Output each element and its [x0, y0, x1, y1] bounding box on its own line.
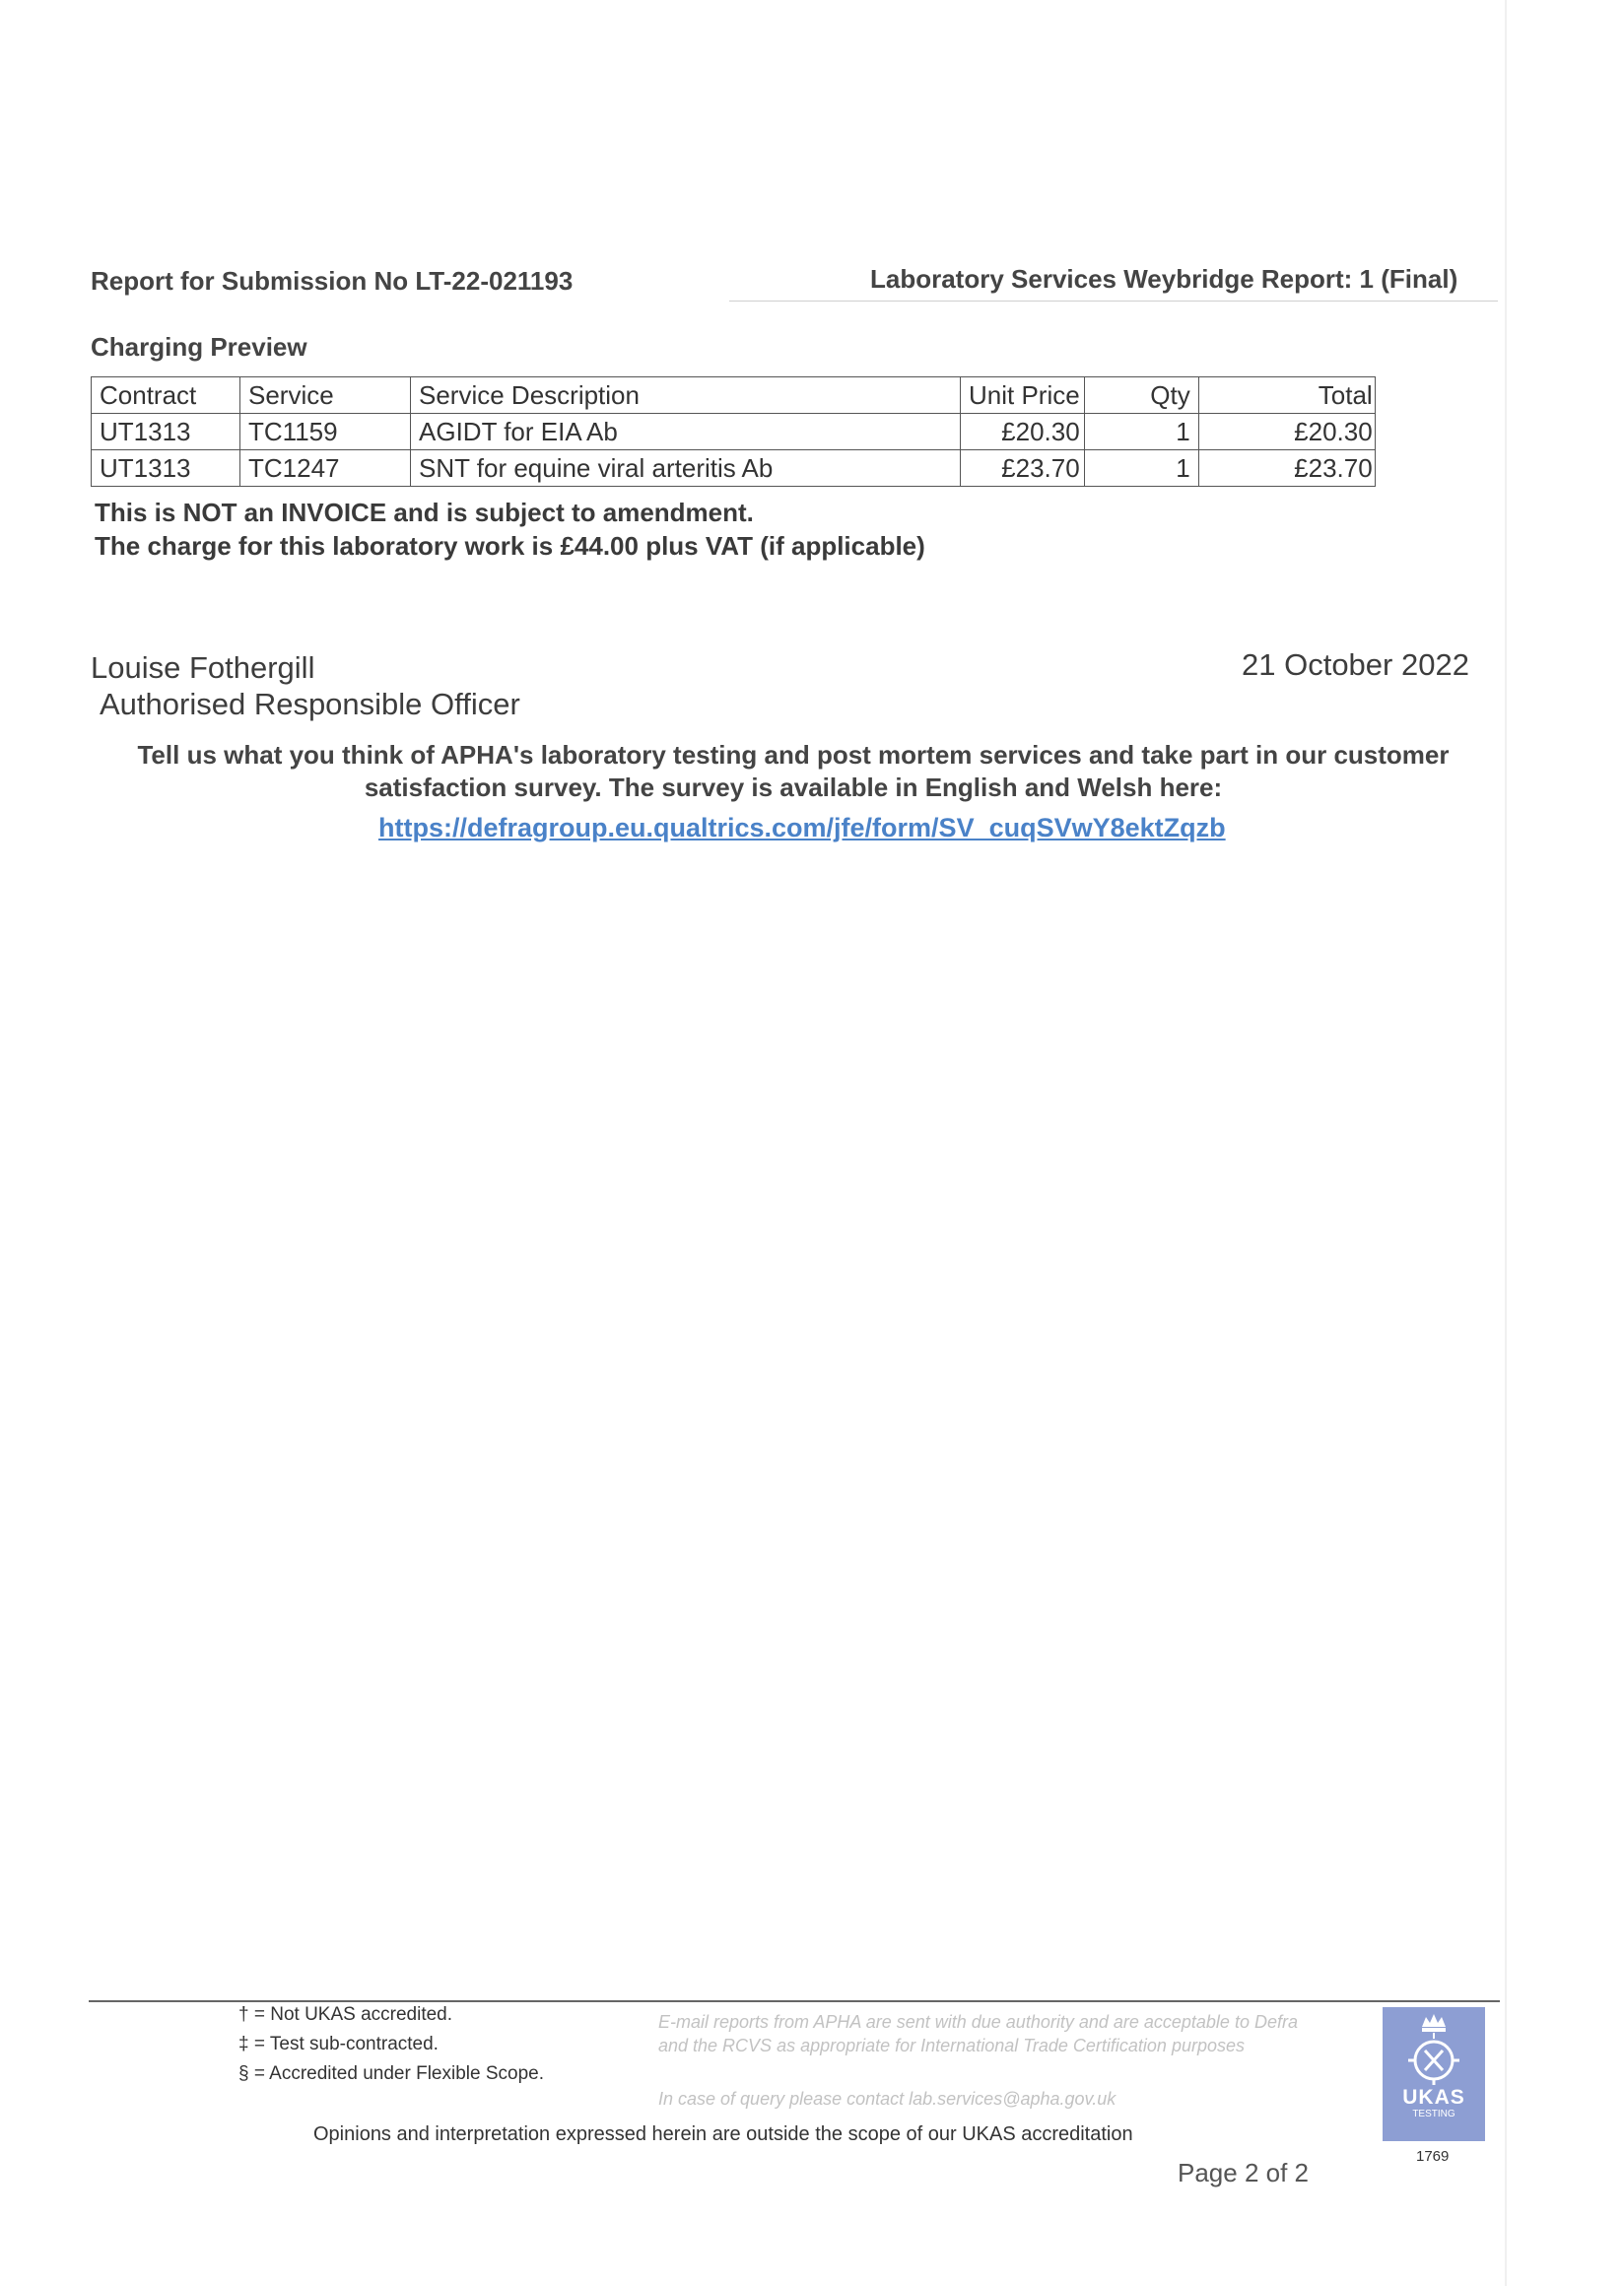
survey-link[interactable]: https://defragroup.eu.qualtrics.com/jfe/form/SV_cuqSVwY8ektZqzb: [378, 813, 1226, 842]
page-number: Page 2 of 2: [1178, 2158, 1309, 2187]
survey-line-2: satisfaction survey. The survey is available in English and Welsh here:: [364, 773, 1223, 802]
accreditation-legend: [238, 2000, 544, 2089]
charge-total-text: The charge for this laboratory work is £44.00 plus VAT (if applicable): [95, 531, 925, 561]
cell-unit-price: £20.30: [961, 414, 1085, 450]
col-unit-price: Unit Price: [961, 377, 1085, 414]
cell-service: TC1159: [240, 414, 411, 450]
cell-qty: 1: [1084, 450, 1198, 487]
officer-name: Louise Fothergill: [91, 650, 315, 685]
col-qty: Qty: [1084, 377, 1198, 414]
not-invoice-text: This is NOT an INVOICE and is subject to amendment.: [95, 498, 754, 527]
cell-contract: UT1313: [92, 450, 240, 487]
query-contact-note: In case of query please contact lab.services@apha.gov.uk: [658, 2089, 1116, 2109]
scan-edge: [1505, 0, 1507, 2286]
table-row: [92, 450, 1376, 487]
table-header-row: [92, 377, 1376, 414]
cell-unit-price: £23.70: [961, 450, 1085, 487]
cell-total: £23.70: [1198, 450, 1375, 487]
ukas-accreditation-number: 1769: [1416, 2148, 1450, 2165]
report-date: 21 October 2022: [1242, 647, 1469, 682]
charging-table: [91, 376, 1376, 487]
col-total: Total: [1198, 377, 1375, 414]
col-contract: Contract: [92, 377, 240, 414]
ukas-label: UKAS: [1402, 2086, 1465, 2109]
cell-contract: UT1313: [92, 414, 240, 450]
opinion-disclaimer: Opinions and interpretation expressed herein are outside the scope of our UKAS accreditation: [313, 2123, 1133, 2145]
col-service-description: Service Description: [411, 377, 961, 414]
lab-report-heading: Laboratory Services Weybridge Report: 1 (Final): [870, 264, 1458, 294]
submission-heading: Report for Submission No LT-22-021193: [91, 266, 574, 296]
cell-service: TC1247: [240, 450, 411, 487]
legend-not-accredited: † = Not UKAS accredited.: [238, 2004, 453, 2025]
survey-text: [89, 739, 1498, 804]
header-rule: [729, 301, 1498, 302]
ukas-logo: [1383, 2007, 1485, 2141]
cell-total: £20.30: [1198, 414, 1375, 450]
cell-qty: 1: [1084, 414, 1198, 450]
cell-description: AGIDT for EIA Ab: [411, 414, 961, 450]
cell-description: SNT for equine viral arteritis Ab: [411, 450, 961, 487]
charging-preview-title: Charging Preview: [91, 332, 307, 362]
legend-flexible-scope: § = Accredited under Flexible Scope.: [238, 2063, 544, 2084]
legend-sub-contracted: ‡ = Test sub-contracted.: [238, 2034, 439, 2054]
email-reports-note: E-mail reports from APHA are sent with due authority and are acceptable to Defra and the RCVS as appropriate for International Trade Certification purposes: [658, 2012, 1298, 2055]
ukas-testing-label: TESTING: [1412, 2109, 1455, 2119]
officer-role: Authorised Responsible Officer: [100, 687, 520, 721]
col-service: Service: [240, 377, 411, 414]
table-row: [92, 414, 1376, 450]
crown-emblem-icon: [1404, 2011, 1463, 2086]
survey-line-1: Tell us what you think of APHA's laboratory testing and post mortem services and take part in our customer: [137, 740, 1450, 770]
invoice-notice: [95, 496, 925, 563]
